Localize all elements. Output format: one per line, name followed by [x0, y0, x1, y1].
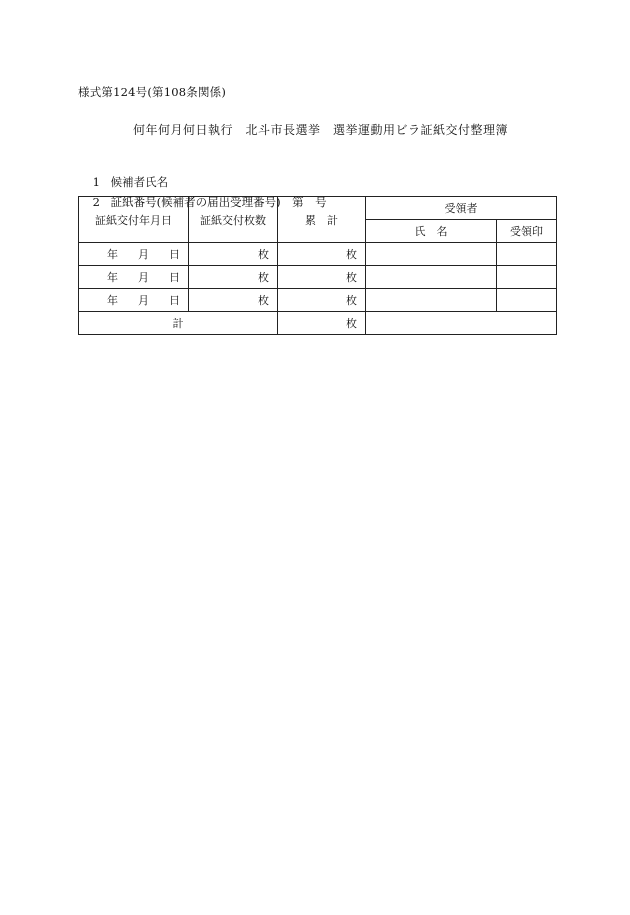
name-cell[interactable] — [366, 266, 497, 289]
name-cell[interactable] — [366, 243, 497, 266]
cumulative-cell[interactable]: 枚 — [278, 289, 366, 312]
table-row — [79, 289, 557, 312]
total-blank-cell — [366, 312, 557, 335]
form-number: 様式第124号(第108条関係) — [78, 85, 227, 99]
header-issue-date: 証紙交付年月日 — [79, 197, 189, 243]
document-title: 何年何月何日執行 北斗市長選挙 選挙運動用ビラ証紙交付整理簿 — [133, 123, 509, 137]
stamp-ledger-table — [78, 196, 557, 335]
cumulative-cell[interactable]: 枚 — [278, 266, 366, 289]
header-recipient-name: 氏 名 — [366, 220, 497, 243]
header-recipient-seal: 受領印 — [497, 220, 557, 243]
item-label: 候補者氏名 — [110, 175, 169, 189]
header-recipient: 受領者 — [366, 197, 557, 220]
table-row — [79, 243, 557, 266]
seal-cell[interactable] — [497, 289, 557, 312]
date-cell[interactable]: 年 月 日 — [79, 289, 189, 312]
seal-cell[interactable] — [497, 243, 557, 266]
total-cumulative-cell[interactable]: 枚 — [278, 312, 366, 335]
header-cumulative: 累 計 — [278, 197, 366, 243]
table-total-row — [79, 312, 557, 335]
count-cell[interactable]: 枚 — [189, 243, 278, 266]
seal-cell[interactable] — [497, 266, 557, 289]
count-cell[interactable]: 枚 — [189, 266, 278, 289]
item-number: 1 — [92, 175, 100, 189]
item-label: 証紙番号(候補者の届出受理番号) 第 号 — [110, 195, 327, 209]
name-cell[interactable] — [366, 289, 497, 312]
date-cell[interactable]: 年 月 日 — [79, 266, 189, 289]
header-issue-count: 証紙交付枚数 — [189, 197, 278, 243]
table-header-row — [79, 197, 557, 220]
cumulative-cell[interactable]: 枚 — [278, 243, 366, 266]
item-number: 2 — [92, 195, 100, 209]
date-cell[interactable]: 年 月 日 — [79, 243, 189, 266]
count-cell[interactable]: 枚 — [189, 289, 278, 312]
total-label: 計 — [79, 312, 278, 335]
table-row — [79, 266, 557, 289]
